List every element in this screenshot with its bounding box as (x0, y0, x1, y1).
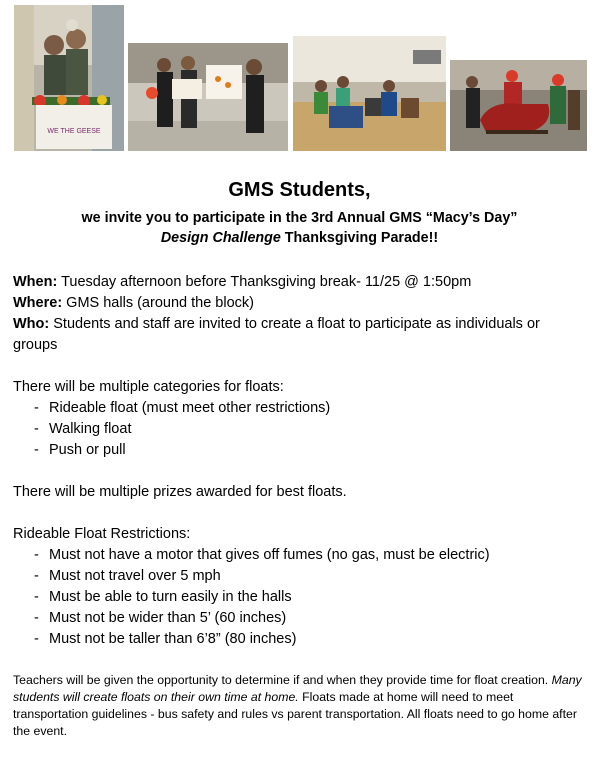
restrictions-list (13, 545, 588, 650)
when-label: When: (13, 274, 58, 290)
who-label: Who: (13, 316, 50, 332)
list-item: - Must not be taller than 6’8” (80 inches) (34, 629, 588, 650)
list-item: - Rideable float (must meet other restrictions) (34, 398, 588, 419)
event-details (13, 272, 588, 650)
who-line (13, 314, 588, 356)
restrictions-intro: Rideable Float Restrictions: (13, 526, 191, 542)
list-item: - Must not travel over 5 mph (34, 566, 588, 587)
categories-intro: There will be multiple categories for floats: (13, 379, 284, 395)
when-value: Tuesday afternoon before Thanksgiving break- 11/25 @ 1:50pm (57, 274, 472, 290)
when-line (13, 272, 588, 293)
list-item: - Must be able to turn easily in the halls (34, 587, 588, 608)
where-line (13, 293, 588, 314)
design-challenge-text: Design Challenge (160, 230, 281, 246)
float-photo-wagon (14, 5, 124, 151)
wagon-sign-text: WE THE GEESE (47, 128, 101, 135)
note-part-2: Many students will create floats on their own time at home. (13, 673, 582, 704)
teacher-note (13, 672, 589, 740)
invitation-line: we invite you to participate in the 3rd Annual GMS “Macy’s Day” (81, 210, 518, 226)
list-item: - Push or pull (34, 440, 588, 461)
categories-list (13, 398, 588, 461)
who-value: Students and staff are invited to create a float to participate as individuals or groups (13, 316, 540, 353)
where-value: GMS halls (around the block) (62, 295, 254, 311)
note-part-3: Floats made at home will need to meet transportation guidelines - bus safety and rules vs parent transportation. All floats need to go home after the event. (13, 690, 577, 738)
heading (0, 178, 599, 248)
prizes-text: There will be multiple prizes awarded for best floats. (13, 484, 347, 500)
list-item: - Must not have a motor that gives off fumes (no gas, must be electric) (34, 545, 588, 566)
page-title: GMS Students, (228, 179, 371, 201)
parade-text: Thanksgiving Parade!! (280, 230, 439, 246)
float-photo-sleigh (450, 60, 587, 151)
invitation-line-2 (0, 228, 599, 248)
float-photo-signs (128, 43, 288, 151)
list-item: - Must not be wider than 5’ (60 inches) (34, 608, 588, 629)
float-photo-gym (293, 36, 446, 151)
list-item: - Walking float (34, 419, 588, 440)
where-label: Where: (13, 295, 63, 311)
note-part-1: Teachers will be given the opportunity to determine if and when they provide time for float creation. (13, 673, 552, 687)
